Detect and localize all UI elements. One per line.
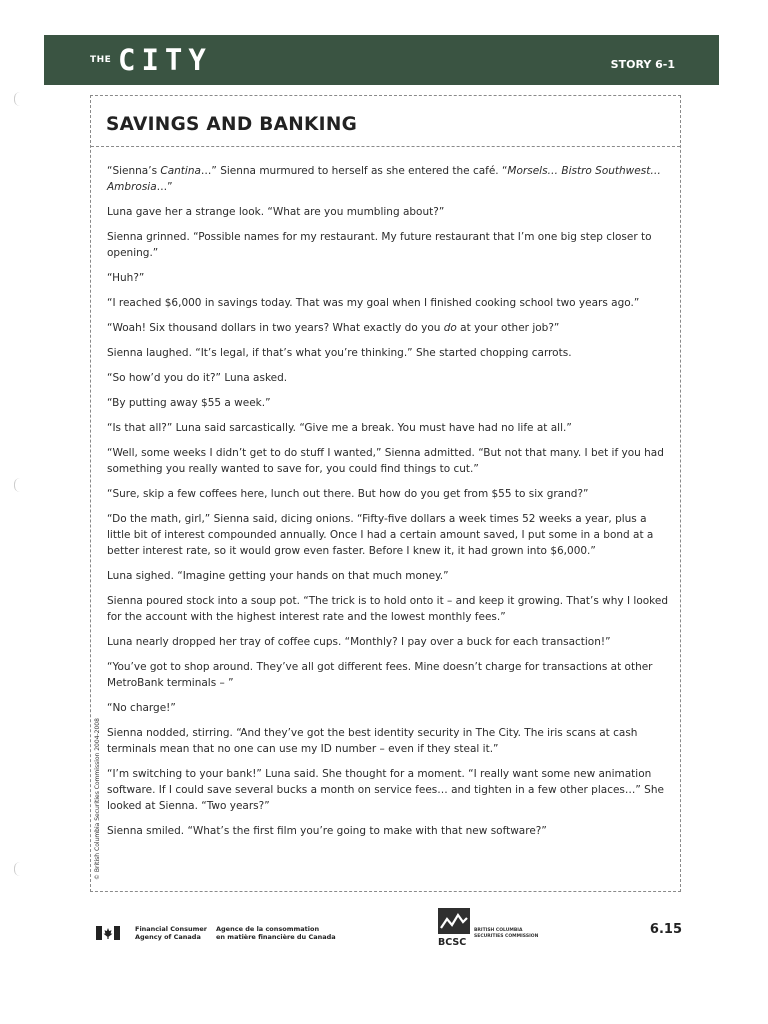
acfc-line: Agence de la consommation (216, 925, 320, 933)
paragraph: Luna gave her a strange look. “What are you mumbling about?” (107, 206, 445, 218)
paragraph: Sienna laughed. “It’s legal, if that’s what you’re thinking.” She started chopping carrots. (107, 347, 572, 359)
story-text (107, 163, 671, 848)
paragraph: Sienna smiled. “What’s the first film you’re going to make with that new software?” (107, 825, 547, 837)
story-label: STORY 6-1 (610, 58, 675, 71)
paragraph: “So how’d you do it?” Luna asked. (107, 372, 288, 384)
bcsc-line: SECURITIES COMMISSION (474, 934, 539, 939)
bcsc-abbr: BCSC (438, 937, 467, 948)
story-frame (90, 95, 681, 892)
title-row (91, 96, 680, 147)
paragraph: Luna nearly dropped her tray of coffee cups. “Monthly? I pay over a buck for each transaction!” (107, 636, 611, 648)
paragraph: “Well, some weeks I didn’t get to do stuff I wanted,” Sienna admitted. “But not that many. I bet if you had something you really wanted to save for, you could find things to cut.” (107, 447, 664, 475)
bcsc-logo-icon (438, 908, 470, 934)
paragraph: Luna sighed. “Imagine getting your hands on that much money.” (107, 570, 449, 582)
brand-prefix: THE (90, 55, 112, 65)
fcac-name-en (135, 925, 207, 941)
brand-name: CITY (118, 43, 212, 77)
bcsc-line: BRITISH COLUMBIA (474, 928, 523, 933)
paragraph: “You’ve got to shop around. They’ve all got different fees. Mine doesn’t charge for transactions at other MetroBank terminals – ” (107, 661, 653, 689)
paragraph: “By putting away $55 a week.” (107, 397, 271, 409)
paragraph: “Is that all?” Luna said sarcastically. “Give me a break. You must have had no life at all.” (107, 422, 572, 434)
punch-hole (14, 92, 21, 106)
canada-flag-icon (96, 926, 120, 940)
paragraph: Sienna poured stock into a soup pot. “The trick is to hold onto it – and keep it growing. That’s why I looked for the account with the highest interest rate and the lowest monthly fees.” (107, 595, 669, 623)
copyright-notice: © British Columbia Securities Commission 2004-2008 (94, 718, 101, 880)
paragraph: Sienna nodded, stirring. “And they’ve got the best identity security in The City. The iris scans at cash terminals mean that no one can use my ID number – even if they steal it.” (107, 727, 638, 755)
paragraph: “Huh?” (107, 272, 145, 284)
paragraph: “Do the math, girl,” Sienna said, dicing onions. “Fifty-five dollars a week times 52 weeks a year, plus a little bit of interest compounded annually. Once I had a certain amount saved, I put some in a bond at a better interest rate, so it would grow even faster. Before I knew it, it had grown into $6,000.” (107, 513, 654, 557)
paragraph: “I’m switching to your bank!” Luna said. She thought for a moment. “I really want some new animation software. If I could save several bucks a month on service fees… and tighten in a few other places…” She looked at Sienna. “Two years?” (107, 768, 664, 812)
page-title: SAVINGS AND BANKING (106, 114, 358, 135)
punch-hole (14, 478, 21, 492)
paragraph: “No charge!” (107, 702, 176, 714)
page-header (44, 35, 719, 85)
paragraph: Sienna grinned. “Possible names for my restaurant. My future restaurant that I’m one big step closer to opening.” (107, 231, 652, 259)
fcac-name-fr (216, 925, 336, 941)
paragraph: “Sure, skip a few coffees here, lunch out there. But how do you get from $55 to six grand?” (107, 488, 589, 500)
fcac-line: Financial Consumer (135, 925, 208, 933)
acfc-line: en matière financière du Canada (216, 933, 336, 941)
bcsc-full-name (474, 928, 538, 940)
fcac-line: Agency of Canada (135, 933, 201, 941)
paragraph: “Woah! Six thousand dollars in two years? What exactly do you do at your other job?” (107, 322, 560, 334)
paragraph: “Sienna’s Cantina…” Sienna murmured to herself as she entered the café. “Morsels… Bistro Southwest… Ambrosia…” (107, 165, 661, 193)
paragraph: “I reached $6,000 in savings today. That was my goal when I finished cooking school two years ago.” (107, 297, 640, 309)
page-number: 6.15 (649, 922, 682, 937)
punch-hole (14, 862, 21, 876)
